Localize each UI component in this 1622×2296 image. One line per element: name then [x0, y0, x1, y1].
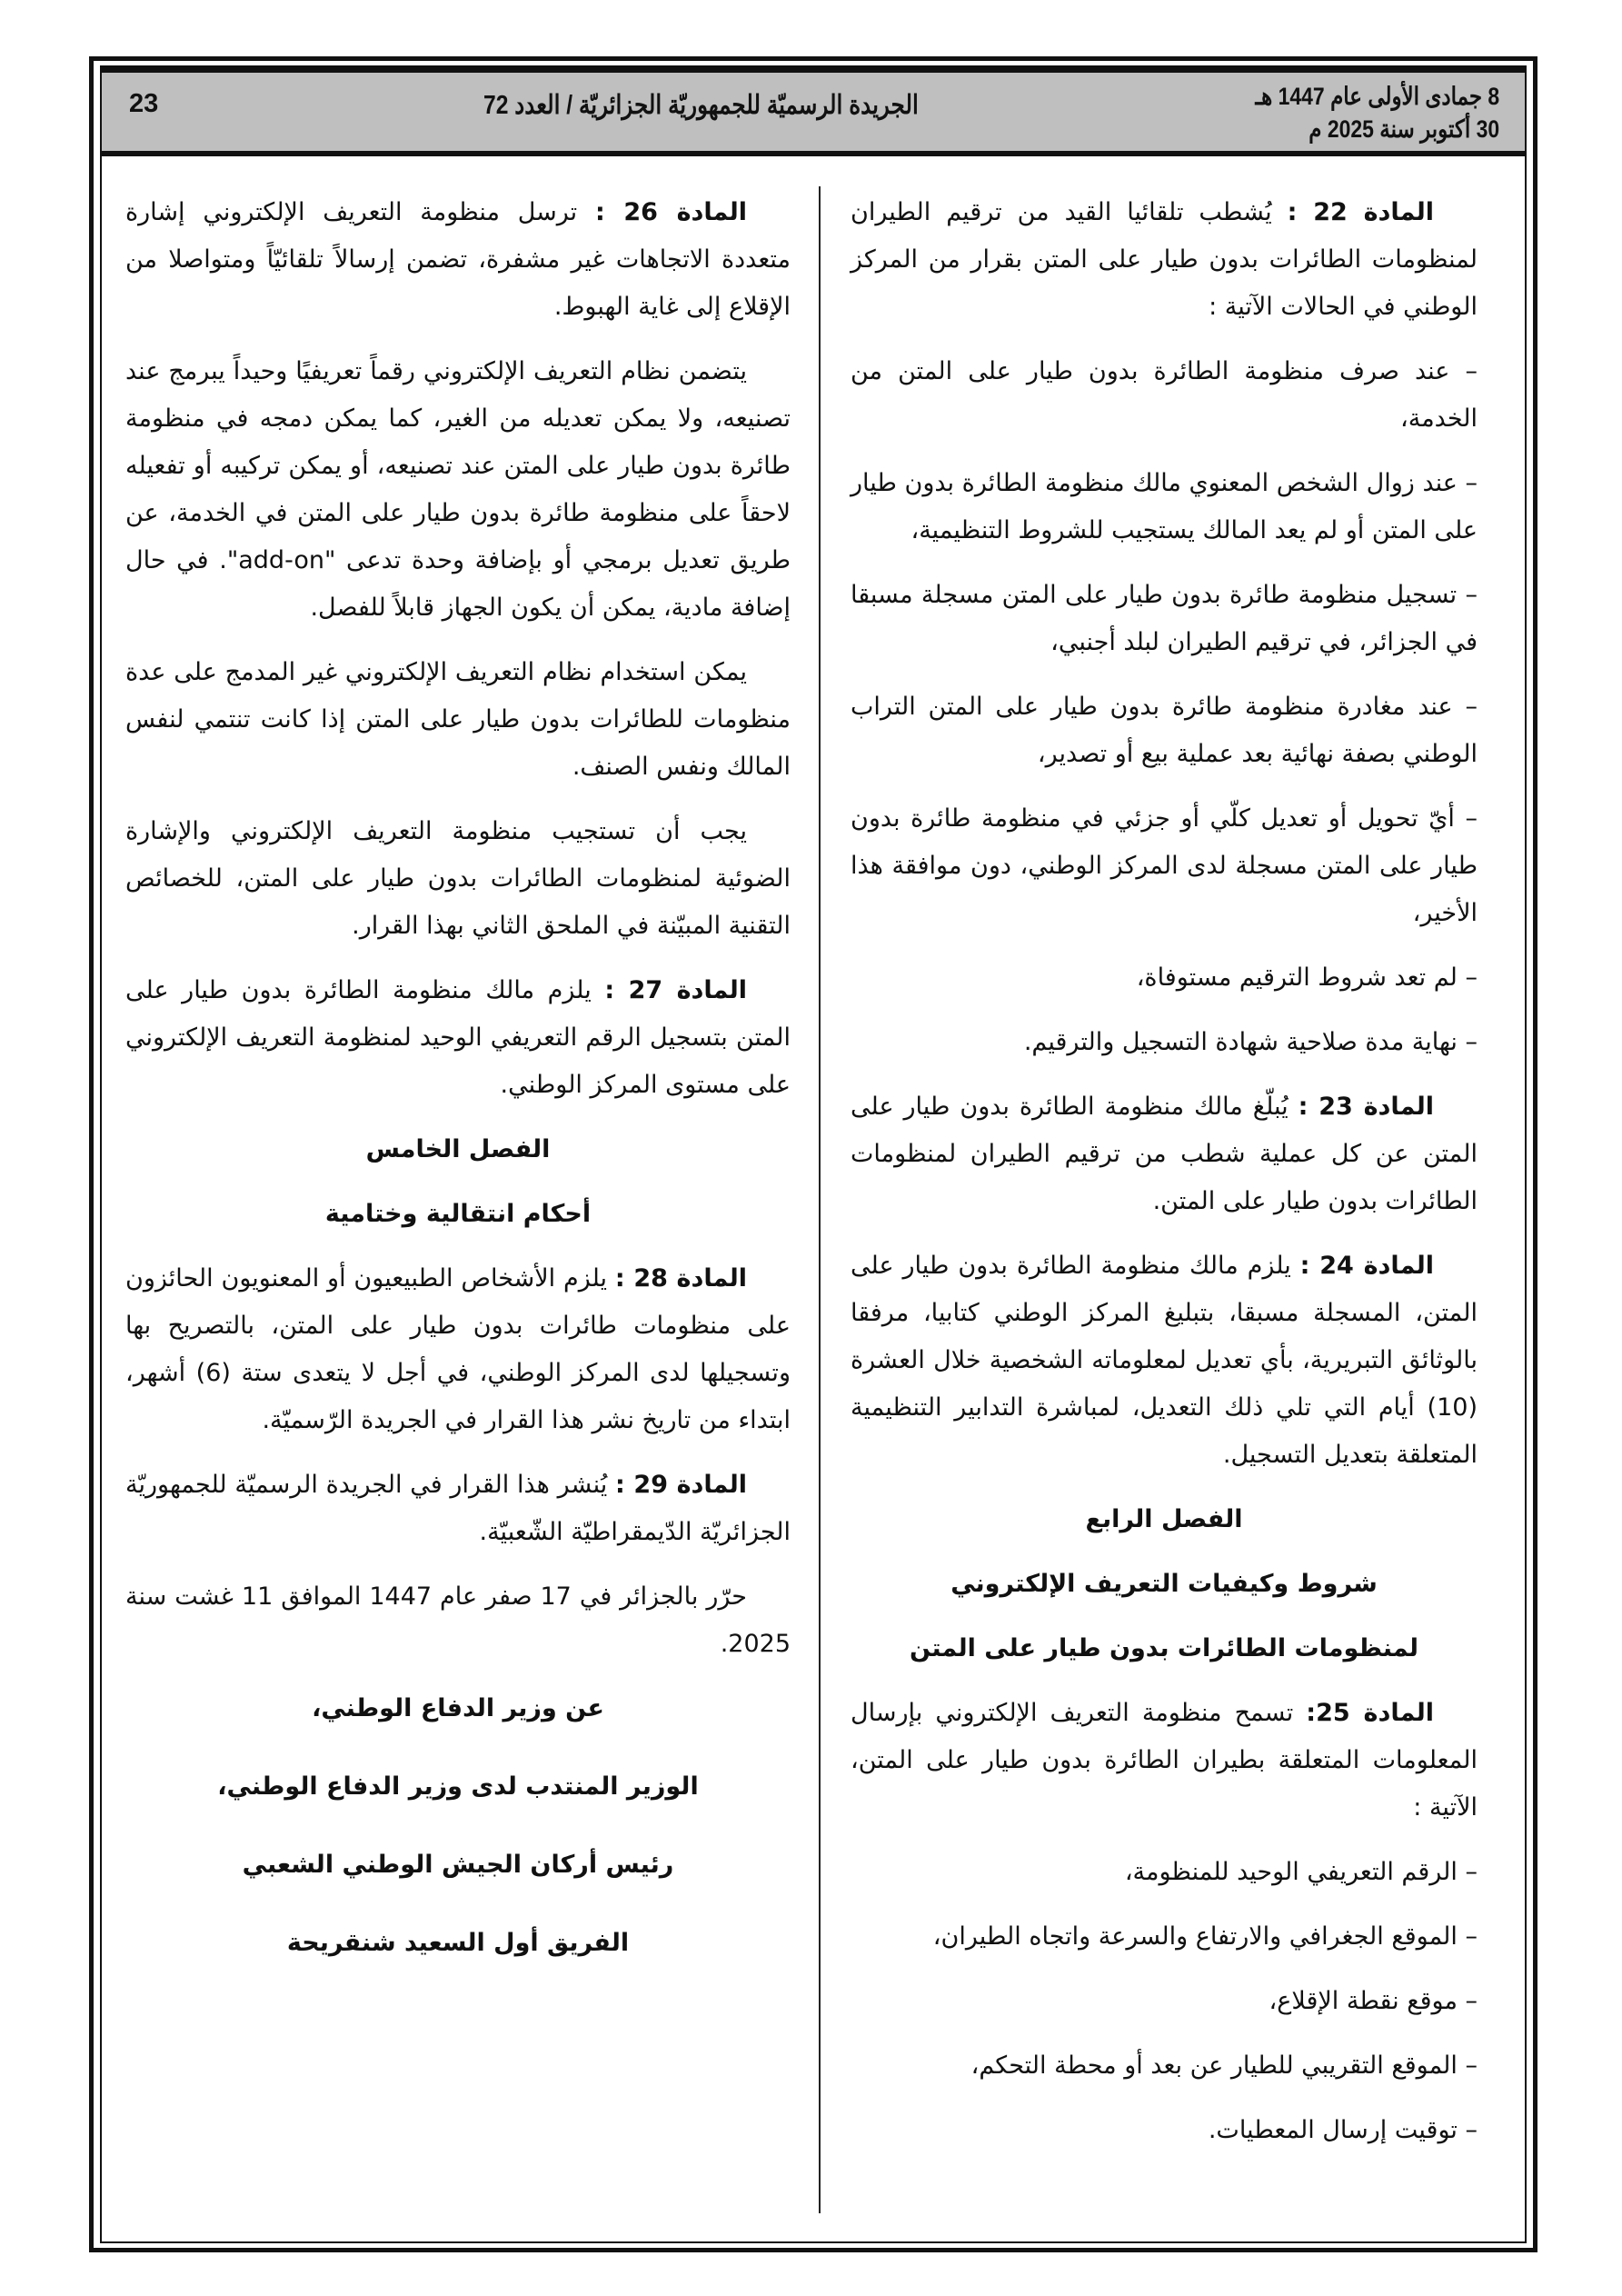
gazette-header: [102, 67, 1525, 156]
paragraph-text: – تسجيل منظومة طائرة بدون طيار على المتن مسجلة مسبقا في الجزائر، في ترقيم الطيران لبلد أجنبي،: [851, 581, 1478, 656]
paragraph-text: – موقع نقطة الإقلاع،: [1269, 1987, 1478, 2015]
signature-line: [125, 1763, 791, 1811]
signature-line: [125, 1920, 791, 1967]
article-paragraph: [851, 189, 1478, 331]
article-label: المادة 23 :: [1298, 1093, 1434, 1121]
paragraph-text: يمكن استخدام نظام التعريف الإلكتروني غير المدمج على عدة منظومات للطائرات بدون طيار على المتن إذا كانت تنتمي لنفس المالك ونفس الصنف.: [125, 658, 791, 781]
article-paragraph: [125, 967, 791, 1109]
paragraph-text: يجب أن تستجيب منظومة التعريف الإلكتروني والإشارة الضوئية لمنظومات الطائرات بدون طيار على المتن، للخصائص التقنية المبيّنة في الملحق الثاني بهذا القرار.: [125, 817, 791, 940]
paragraph-text: حرّر بالجزائر في 17 صفر عام 1447 الموافق 11 غشت سنة 2025.: [125, 1582, 791, 1658]
list-item: [851, 954, 1478, 1002]
article-label: المادة 29 :: [615, 1471, 747, 1499]
signature-line: [125, 1842, 791, 1889]
paragraph-text: يلزم مالك منظومة الطائرة بدون طيار على المتن بتسجيل الرقم التعريفي الوحيد لمنظومة التعريف الإلكتروني على مستوى المركز الوطني.: [125, 976, 791, 1099]
list-item: [851, 684, 1478, 778]
list-item: [851, 348, 1478, 443]
article-label: المادة 27 :: [604, 976, 747, 1004]
column-divider: [819, 186, 821, 2213]
paragraph-text: الفريق أول السعيد شنقريحة: [286, 1929, 630, 1957]
left-column: [125, 189, 791, 1998]
paragraph-text: – عند زوال الشخص المعنوي مالك منظومة الطائرة بدون طيار على المتن أو لم يعد المالك يستجيب للشروط التنظيمية،: [851, 469, 1478, 544]
list-item: [851, 2107, 1478, 2154]
paragraph-text: عن وزير الدفاع الوطني،: [312, 1694, 604, 1722]
paragraph-text: – أيّ تحويل أو تعديل كلّي أو جزئي في منظومة طائرة بدون طيار على المتن مسجلة لدى المركز الوطني، دون موافقة هذا الأخير،: [851, 804, 1478, 927]
section-heading: [851, 1625, 1478, 1672]
list-item: [851, 1913, 1478, 1961]
paragraph-text: يلزم الأشخاص الطبيعيون أو المعنويون الحائزون على منظومات طائرات بدون طيار على المتن، بالتصريح بها وتسجيلها لدى المركز الوطني، في أجل لا يتعدى ستة (6) أشهر، ابتداء من تاريخ نشر هذا القرار في الجريدة الرّسميّة.: [125, 1264, 791, 1434]
header-date: [1255, 80, 1499, 145]
article-paragraph: [125, 189, 791, 331]
paragraph-text: تسمح منظومة التعريف الإلكتروني بإرسال المعلومات المتعلقة بطيران الطائرة بدون طيار على المتن، الآتية :: [851, 1699, 1478, 1822]
article-paragraph: [851, 1690, 1478, 1832]
article-label: المادة 24 :: [1299, 1252, 1435, 1280]
article-paragraph: [125, 1462, 791, 1556]
paragraph-text: يُبلّغ مالك منظومة الطائرة بدون طيار على المتن عن كل عملية شطب من ترقيم الطيران لمنظومات الطائرات بدون طيار على المتن.: [851, 1093, 1478, 1215]
paragraph-text: أحكام انتقالية وختامية: [324, 1200, 592, 1228]
list-item: [851, 795, 1478, 937]
list-item: [851, 1019, 1478, 1066]
paragraph-text: – الموقع الجغرافي والارتفاع والسرعة واتجاه الطيران،: [932, 1922, 1478, 1951]
paragraph-text: – نهاية مدة صلاحية شهادة التسجيل والترقيم.: [1023, 1028, 1478, 1056]
paragraph-text: يلزم مالك منظومة الطائرة بدون طيار على المتن، المسجلة مسبقا، بتبليغ المركز الوطني كتابيا، مرفقا بالوثائق التبريرية، بأي تعديل لمعلوماته الشخصية خلال العشرة (10) أيام التي تلي ذلك التعديل، لمباشرة التدابير التنظيمية المتعلقة بتعديل التسجيل.: [851, 1252, 1478, 1469]
paragraph-text: – الرقم التعريفي الوحيد للمنظومة،: [1124, 1858, 1478, 1886]
list-item: [851, 2042, 1478, 2090]
paragraph: [125, 348, 791, 632]
article-paragraph: [851, 1243, 1478, 1479]
section-heading: [125, 1126, 791, 1173]
paragraph-text: – لم تعد شروط الترقيم مستوفاة،: [1136, 963, 1478, 992]
list-item: [851, 460, 1478, 554]
article-label: المادة 25:: [1306, 1699, 1434, 1727]
paragraph-text: يُشطب تلقائيا القيد من ترقيم الطيران لمنظومات الطائرات بدون طيار على المتن بقرار من المركز الوطني في الحالات الآتية :: [851, 198, 1478, 321]
list-item: [851, 1849, 1478, 1896]
paragraph: [125, 649, 791, 791]
section-heading: [851, 1496, 1478, 1543]
signature-line: [125, 1685, 791, 1732]
section-heading: [851, 1561, 1478, 1608]
paragraph-text: رئيس أركان الجيش الوطني الشعبي: [242, 1851, 674, 1879]
paragraph-text: – عند صرف منظومة الطائرة بدون طيار على المتن من الخدمة،: [851, 357, 1478, 433]
section-heading: [125, 1191, 791, 1238]
paragraph-text: – الموقع التقريبي للطيار عن بعد أو محطة التحكم،: [970, 2051, 1478, 2080]
paragraph-text: – توقيت إرسال المعطيات.: [1208, 2116, 1478, 2144]
paragraph-text: الوزير المنتدب لدى وزير الدفاع الوطني،: [217, 1772, 699, 1801]
header-title: الجريدة الرسميّة للجمهوريّة الجزائريّة / العدد 72: [483, 91, 919, 120]
paragraph-text: ترسل منظومة التعريف الإلكتروني إشارة متعددة الاتجاهات غير مشفرة، تضمن إرسالاً تلقائيّاً ومتواصلا من الإقلاع إلى غاية الهبوط.: [125, 198, 791, 321]
paragraph: [125, 1573, 791, 1668]
header-date-gregorian: 30 أكتوبر سنة 2025 م: [1309, 115, 1499, 143]
list-item: [851, 572, 1478, 666]
article-paragraph: [125, 1255, 791, 1444]
article-label: المادة 22 :: [1287, 198, 1434, 226]
page-number: 23: [129, 89, 159, 118]
paragraph: [125, 808, 791, 950]
paragraph-text: الفصل الخامس: [365, 1135, 551, 1163]
article-paragraph: [851, 1083, 1478, 1225]
article-label: المادة 28 :: [614, 1264, 747, 1293]
list-item: [851, 1978, 1478, 2025]
paragraph-text: الفصل الرابع: [1085, 1505, 1243, 1533]
paragraph-text: – عند مغادرة منظومة طائرة بدون طيار على المتن التراب الوطني بصفة نهائية بعد عملية بيع أو تصدير،: [851, 693, 1478, 768]
paragraph-text: لمنظومات الطائرات بدون طيار على المتن: [910, 1634, 1418, 1662]
article-label: المادة 26 :: [594, 198, 747, 226]
paragraph-text: يُنشر هذا القرار في الجريدة الرسميّة للجمهوريّة الجزائريّة الدّيمقراطيّة الشّعبيّة.: [125, 1471, 791, 1546]
right-column: [851, 189, 1478, 2171]
paragraph-text: يتضمن نظام التعريف الإلكتروني رقماً تعريفيًا وحيداً يبرمج عند تصنيعه، ولا يمكن تعديله من الغير، كما يمكن دمجه في منظومة طائرة بدون طيار على المتن عند تصنيعه، أو يمكن تركيبه أو تفعيله لاحقاً على منظومة طائرة بدون طيار على المتن في الخدمة، عن طريق تعديل برمجي أو بإضافة وحدة تدعى "add-on". في حال إضافة مادية، يمكن أن يكون الجهاز قابلاً للفصل.: [125, 357, 791, 622]
paragraph-text: شروط وكيفيات التعريف الإلكتروني: [950, 1570, 1378, 1598]
header-date-hijri: 8 جمادى الأولى عام 1447 هـ: [1255, 83, 1499, 110]
